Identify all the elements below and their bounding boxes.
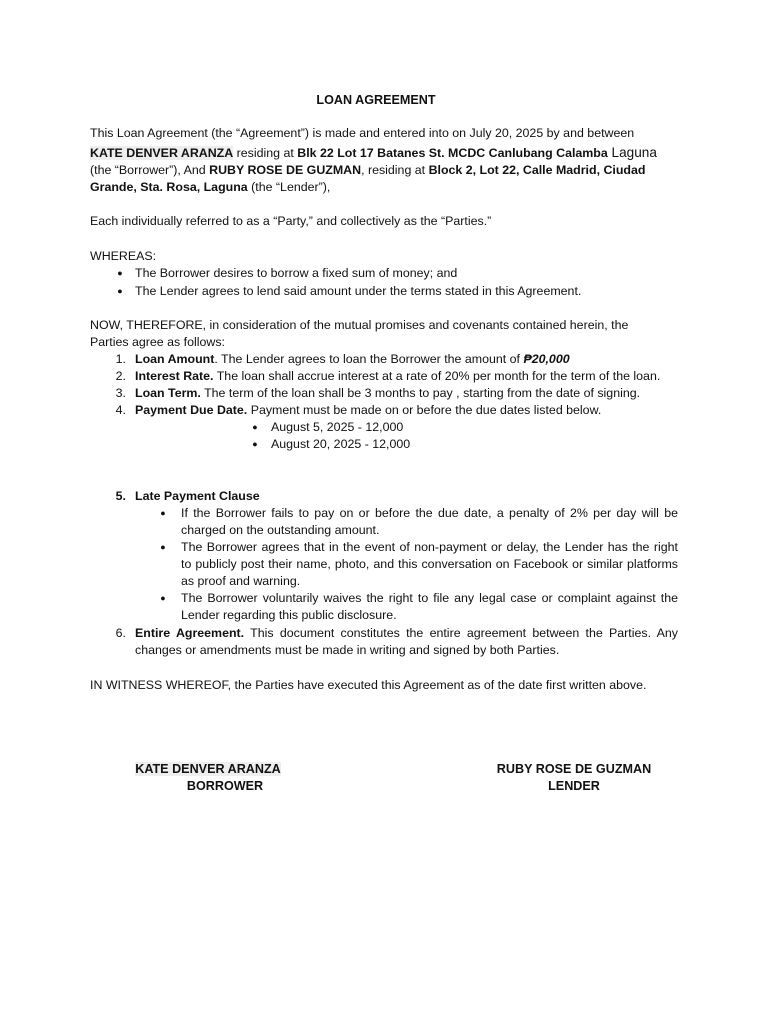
- borrower-address: Blk 22 Lot 17 Batanes St. MCDC Canlubang Calamba: [297, 146, 608, 160]
- borrower-signature-block: [108, 761, 308, 795]
- bullet-icon: ●: [160, 593, 166, 603]
- intro-line-1: This Loan Agreement (the “Agreement”) is made and entered into on July 20, 2025 by and between: [90, 126, 635, 140]
- lender-signature-block: [474, 761, 674, 795]
- lender-label-text: (the “Lender”),: [247, 180, 331, 194]
- now-therefore-paragraph: NOW, THEREFORE, in consideration of the mutual promises and covenants contained herein, the Parties agree as follows:: [90, 318, 629, 349]
- loan-amount-value: ₱20,000: [523, 352, 570, 366]
- lender-role-label: LENDER: [548, 779, 600, 793]
- bullet-icon: ●: [117, 268, 123, 278]
- bullet-icon: ●: [252, 439, 258, 449]
- whereas-list: ● The Borrower desires to borrow a fixed sum of money; and ● The Lender agrees to lend said amount under the terms stated in this Agreement.: [90, 265, 678, 305]
- due-dates-list: ● August 5, 2025 - 12,000 ● August 20, 2025 - 12,000: [90, 419, 678, 459]
- bullet-icon: ●: [160, 542, 166, 552]
- bullet-icon: ●: [160, 508, 166, 518]
- intro-line-3: [90, 162, 678, 179]
- lender-name: RUBY ROSE DE GUZMAN: [209, 163, 362, 177]
- lender-signature-name: RUBY ROSE DE GUZMAN: [496, 762, 652, 776]
- late-payment-list: ● If the Borrower fails to pay on or before the due date, a penalty of 2% per day will be charged on the outstanding amount. ● The Borrower agrees that in the event of non-payment or delay, the Lender has the right to publicly post their name, photo, and this conversation on Facebook or similar platforms as proof and warning. ● The Borrower voluntarily waives the right to file any legal case or complaint against the Lender regarding this public disclosure.: [90, 505, 678, 635]
- party-definition: Each individually referred to as a “Party,” and collectively as the “Parties.”: [90, 214, 492, 228]
- clause-late-payment: 5. Late Payment Clause: [115, 489, 260, 503]
- intro-line-2: [90, 144, 678, 162]
- residing-at-text: residing at: [233, 146, 298, 160]
- lender-address-1: Block 2, Lot 22, Calle Madrid, Ciudad: [428, 163, 646, 177]
- borrower-label-text: (the “Borrower”), And: [90, 163, 210, 177]
- borrower-signature-name: KATE DENVER ARANZA: [135, 762, 281, 776]
- residing-at-text-2: , residing at: [361, 163, 429, 177]
- intro-line-4: [90, 179, 678, 196]
- bullet-icon: ●: [252, 422, 258, 432]
- clause-entire-agreement: 6. Entire Agreement. This document constitutes the entire agreement between the Parties. Any changes or amendments must be made in writing and signed by both Parties.: [115, 626, 678, 657]
- lender-address-2: Grande, Sta. Rosa, Laguna: [90, 180, 248, 194]
- borrower-address-tail: Laguna: [607, 145, 657, 160]
- borrower-name: KATE DENVER ARANZA: [90, 146, 234, 160]
- borrower-role-label: BORROWER: [186, 779, 264, 793]
- bullet-icon: ●: [117, 286, 123, 296]
- whereas-heading: WHEREAS:: [90, 249, 157, 263]
- witness-paragraph: IN WITNESS WHEREOF, the Parties have executed this Agreement as of the date first written above.: [90, 678, 647, 692]
- clauses-list: 1. Loan Amount. The Lender agrees to loan the Borrower the amount of ₱20,000 2. Interest Rate. The loan shall accrue interest at a rate of 20% per month for the term of the loan. 3. Loan Term. The term of the loan shall be 3 months to pay , starting from the date of signing. 4. Payment Due Date. Payment must be made on or before the due dates listed below.: [115, 352, 661, 417]
- document-title: LOAN AGREEMENT: [316, 93, 436, 107]
- intro-paragraph: [90, 125, 678, 196]
